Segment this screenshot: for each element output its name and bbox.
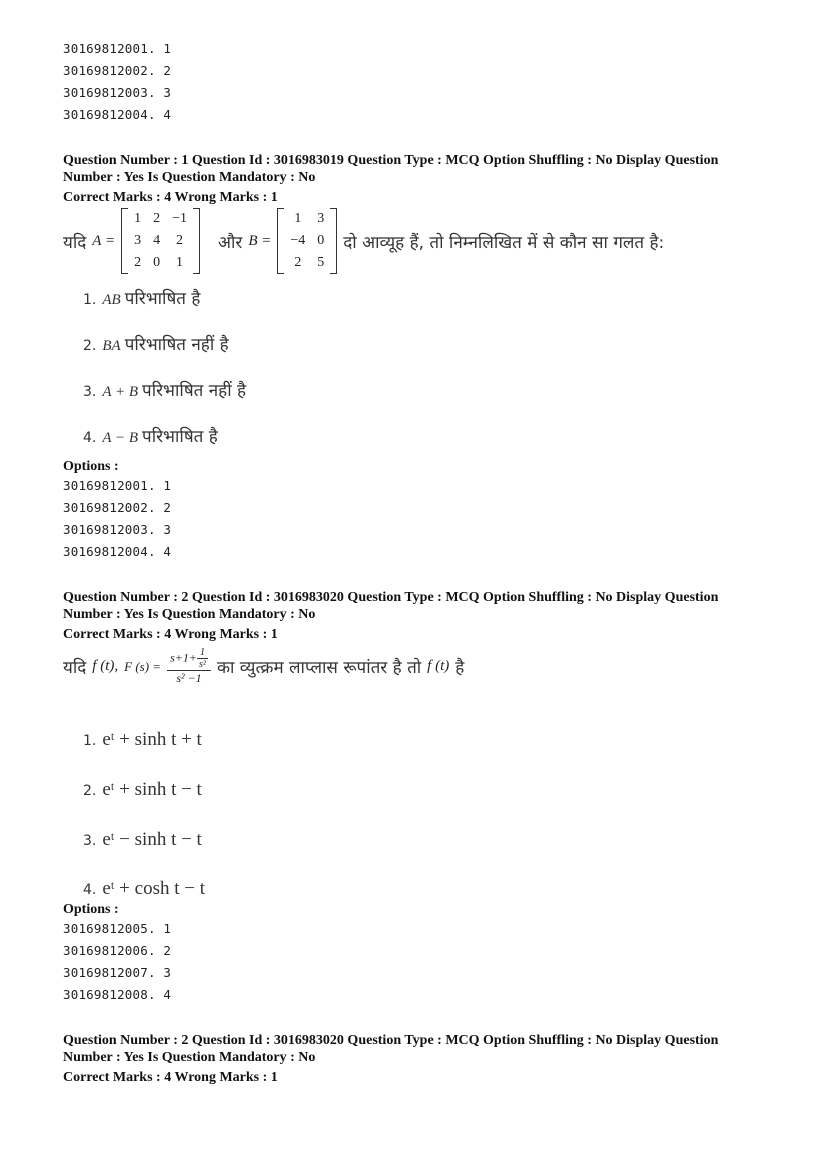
option-item: 30169812002. 2: [63, 63, 172, 78]
choice-2: 2. BA परिभाषित नहीं है: [83, 335, 229, 355]
matrix-a-label: A =: [92, 232, 116, 249]
marks-line: Correct Marks : 4 Wrong Marks : 1: [63, 190, 278, 205]
question-block-1: [63, 152, 763, 563]
question-header: Question Number : 1 Question Id : 3016983019 Question Type : MCQ Option Shuffling : No Display Question: [63, 153, 719, 168]
stem-end: है: [455, 658, 465, 678]
exam-page: [63, 38, 763, 1086]
option-item: 30169812004. 4: [63, 544, 172, 559]
choice-4: 4. eᵗ + cosh t − t: [83, 878, 205, 899]
option-item: 30169812004. 4: [63, 107, 172, 122]
matrix-b-label: B =: [248, 232, 272, 249]
option-item: 30169812005. 1: [63, 921, 172, 936]
option-item: 30169812003. 3: [63, 85, 172, 100]
question-stem: [63, 208, 664, 274]
option-item: 30169812001. 1: [63, 478, 172, 493]
option-item: 30169812007. 3: [63, 965, 172, 980]
question-image: [63, 643, 763, 899]
f-of-t: f (t),: [92, 658, 119, 674]
stem-prefix: यदि: [63, 232, 87, 253]
option-item: 30169812008. 4: [63, 987, 172, 1002]
matrix-b: 1 3 −4 0 2 5: [277, 208, 337, 274]
option-item: 30169812002. 2: [63, 500, 172, 515]
question-block-3: [63, 1032, 763, 1086]
choice-3: 3. A + B परिभाषित नहीं है: [83, 381, 247, 401]
question-header: Question Number : 2 Question Id : 3016983020 Question Type : MCQ Option Shuffling : No Display Question: [63, 590, 719, 605]
choice-3: 3. eᵗ − sinh t − t: [83, 829, 202, 850]
question-image: [63, 206, 763, 456]
matrix-a: 1 2 −1 3 4 2 2 0 1: [121, 208, 200, 274]
question-header-cont: Number : Yes Is Question Mandatory : No: [63, 1050, 316, 1065]
question-header: Question Number : 2 Question Id : 3016983020 Question Type : MCQ Option Shuffling : No Display Question: [63, 1033, 719, 1048]
marks-line: Correct Marks : 4 Wrong Marks : 1: [63, 627, 278, 642]
question-block-2: [63, 589, 763, 1006]
stem-suffix: दो आव्यूह हैं, तो निम्नलिखित में से कौन सा गलत है:: [343, 232, 665, 253]
option-item: 30169812006. 2: [63, 943, 172, 958]
options-label: Options :: [63, 902, 119, 917]
marks-line: Correct Marks : 4 Wrong Marks : 1: [63, 1070, 278, 1085]
option-item: 30169812003. 3: [63, 522, 172, 537]
stem-mid: का व्युत्क्रम लाप्लास रूपांतर है तो: [216, 658, 422, 678]
question-header-cont: Number : Yes Is Question Mandatory : No: [63, 170, 316, 185]
stem-prefix: यदि: [63, 658, 87, 678]
options-list: [63, 38, 763, 126]
laplace-fraction: s+1+ $\frac{1}{\text{s²}}$ s² −1: [167, 647, 211, 686]
question-stem: [63, 647, 464, 686]
choice-2: 2. eᵗ + sinh t − t: [83, 779, 202, 800]
choice-1: 1. eᵗ + sinh t + t: [83, 729, 202, 750]
option-item: 30169812001. 1: [63, 41, 172, 56]
and-word: और: [217, 232, 243, 253]
f-of-t-2: f (t): [427, 658, 450, 674]
question-header-cont: Number : Yes Is Question Mandatory : No: [63, 607, 316, 622]
choice-4: 4. A − B परिभाषित है: [83, 427, 218, 447]
choice-1: 1. AB परिभाषित है: [83, 289, 201, 309]
F-of-s: F (s) =: [124, 658, 162, 674]
options-label: Options :: [63, 459, 119, 474]
